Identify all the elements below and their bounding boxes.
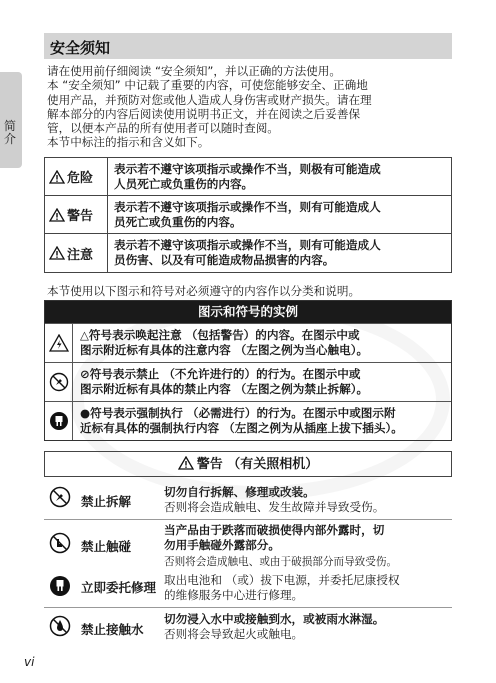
warning-triangle-icon <box>49 246 65 260</box>
rule-label: 立即委托修理 <box>81 580 157 595</box>
signal-label-cell <box>45 196 108 233</box>
section-header <box>44 33 452 59</box>
side-tab-label: 简介 <box>4 119 17 146</box>
rule-sub: 否则将会导致起火或触电。 <box>164 626 304 641</box>
rule-label: 禁止触碰 <box>81 539 132 554</box>
signal-line: 员伤害、以及有可能造成物品损害的内容。 <box>114 252 335 267</box>
rule-sub: 否则将会造成触电、发生故障并导致受伤。 <box>164 499 385 514</box>
intro-line: 解本部分的内容后阅读使用说明书正文，并在阅读之后妥善保 <box>47 106 361 121</box>
signal-line: 表示若不遵守该项指示或操作不当，则极有可能造成 <box>114 162 381 176</box>
intro-line: 使用产品，并预防对您或他人造成人身伤害或财产损失。请在理 <box>47 92 372 107</box>
rule-divider <box>44 607 452 608</box>
signal-label: 危险 <box>67 171 94 186</box>
warning-triangle-icon <box>178 456 194 470</box>
rule-sub: 的维修服务中心进行修理。 <box>164 587 304 602</box>
example-line: △符号表示唤起注意 （包括警告）的内容。在图示中或 <box>80 328 360 342</box>
section-title: 安全须知 <box>50 39 111 57</box>
rule-label: 禁止接触水 <box>81 622 144 637</box>
example-text <box>73 324 451 362</box>
signal-word-table <box>44 157 452 273</box>
signal-line: 人员死亡或负重伤的内容。 <box>114 176 254 191</box>
symbol-examples-box <box>44 300 452 441</box>
signal-label: 警告 <box>67 209 94 224</box>
no-disassembly-icon <box>49 486 71 508</box>
symbols-intro: 本节使用以下图示和符号对必须遵守的内容作以分类和说明。 <box>47 284 361 298</box>
signal-label: 注意 <box>67 247 94 263</box>
example-icon-cell <box>45 363 73 401</box>
signal-row-warning <box>45 196 451 234</box>
example-row <box>45 323 451 362</box>
example-row <box>45 401 451 440</box>
rule-body <box>164 612 454 641</box>
unplug-mandatory-icon <box>49 411 69 431</box>
example-line: 图示附近标有具体的注意内容 （左图之例为当心触电）。 <box>80 342 369 357</box>
example-icon-cell <box>45 402 73 440</box>
example-line: ⊘符号表示禁止 （不允许进行的）的行为。在图示中或 <box>80 367 361 381</box>
signal-description <box>108 196 451 233</box>
intro-paragraph-1: 请在使用前仔细阅读 “安全须知”，并以正确的方法使用。 <box>47 64 341 78</box>
signal-row-danger <box>45 158 451 196</box>
signal-label-cell <box>45 158 108 195</box>
signal-description <box>108 158 451 195</box>
signal-label-cell <box>45 234 108 272</box>
camera-warning-header <box>44 451 452 477</box>
rule-label: 禁止拆解 <box>81 494 132 509</box>
example-text <box>73 402 451 440</box>
rule-body <box>164 485 454 514</box>
rule-main: 切勿浸入水中或接触到水，或被雨水淋湿。 <box>164 612 385 626</box>
no-disassembly-icon <box>49 372 69 392</box>
example-text <box>73 363 451 401</box>
intro-text <box>47 64 453 150</box>
signal-row-caution <box>45 234 451 272</box>
signal-line: 员死亡或负重伤的内容。 <box>114 214 242 229</box>
intro-line: 本 “安全须知” 中记载了重要的内容，可使您能够安全、正确地 <box>47 78 368 93</box>
signal-line: 表示若不遵守该项指示或操作不当，则有可能造成人 <box>114 238 381 252</box>
rule-sub: 否则将会造成触电、或由于破损部分而导致受伤。 <box>164 556 398 568</box>
rule-body <box>164 523 454 570</box>
example-line: 近标有具体的强制执行内容 （左图之例为从插座上拔下插头）。 <box>80 420 403 435</box>
rule-main: 当产品由于跌落而破损使得内部外露时，切 <box>164 523 385 537</box>
warning-triangle-icon <box>49 170 65 184</box>
intro-paragraph-3: 本节中标注的指示和含义如下。 <box>47 135 210 150</box>
rule-body <box>164 573 454 602</box>
page-number: vi <box>24 655 35 669</box>
example-icon-cell <box>45 324 73 362</box>
camera-warning-title: 警告 （有关照相机） <box>196 457 319 472</box>
example-line: ●符号表示强制执行 （必需进行）的行为。在图示中或图示附 <box>80 406 396 420</box>
warning-triangle-icon <box>49 208 65 222</box>
no-touch-icon <box>49 532 71 554</box>
rule-sub: 取出电池和 （或）拔下电源，并委托尼康授权 <box>164 573 400 587</box>
intro-line: 管，以便本产品的所有使用者可以随时查阅。 <box>47 121 279 136</box>
unplug-mandatory-icon <box>49 575 71 597</box>
rule-divider <box>44 519 452 520</box>
electric-shock-warning-icon <box>49 334 69 352</box>
rule-main: 勿用手触碰外露部分。 <box>164 537 280 552</box>
signal-description <box>108 234 451 272</box>
no-water-icon <box>49 615 71 637</box>
example-line: 图示附近标有具体的禁止内容 （左图之例为禁止拆解）。 <box>80 381 369 396</box>
examples-header: 图示和符号的实例 <box>45 301 451 323</box>
signal-line: 表示若不遵守该项指示或操作不当，则有可能造成人 <box>114 200 381 214</box>
example-row <box>45 362 451 401</box>
rule-main: 切勿自行拆解、修理或改装。 <box>164 485 315 499</box>
